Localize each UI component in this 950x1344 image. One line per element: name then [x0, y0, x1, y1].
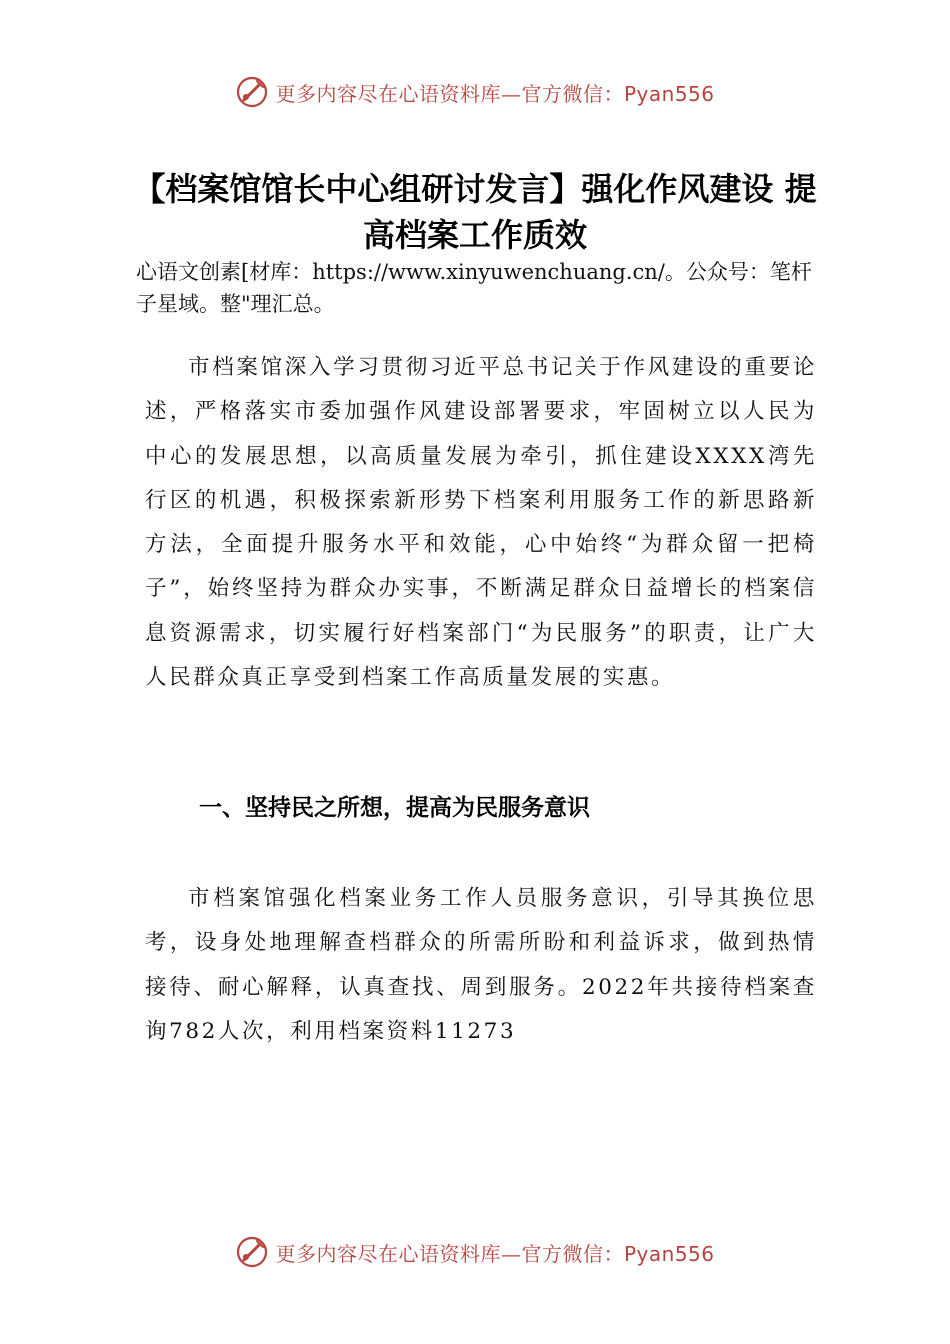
banner-text: 更多内容尽在心语资料库—官方微信：Pyan556: [275, 81, 715, 106]
banner-text: 更多内容尽在心语资料库—官方微信：Pyan556: [275, 1241, 715, 1266]
footer-banner: [0, 1232, 950, 1272]
document-title: 【档案馆馆长中心组研讨发言】强化作风建设 提高档案工作质效: [133, 170, 817, 254]
header-banner: [0, 72, 950, 112]
pen-logo-icon: [235, 75, 269, 109]
body-paragraph: 市档案馆强化档案业务工作人员服务意识，引导其换位思考，设身处地理解查档群众的所需所盼和利益诉求，做到热情接待、耐心解释，认真查找、周到服务。2022年共接待档案查询782人次，利用档案资料11273: [145, 886, 817, 1044]
pen-logo-icon: [235, 1235, 269, 1269]
source-note: 心语文创素[材库：https://www.xinyuwenchuang.cn/。公众号：笔杆子星域。整"理汇总。: [136, 260, 812, 316]
section-heading: 一、坚持民之所想，提高为民服务意识: [199, 795, 590, 821]
body-paragraph: 市档案馆深入学习贯彻习近平总书记关于作风建设的重要论述，严格落实市委加强作风建设部署要求，牢固树立以人民为中心的发展思想，以高质量发展为牵引，抓住建设XXXX湾先行区的机遇，积极探索新形势下档案利用服务工作的新思路新方法，全面提升服务水平和效能，心中始终“为群众留一把椅子”，始终坚持为群众办实事，不断满足群众日益增长的档案信息资源需求，切实履行好档案部门“为民服务”的职责，让广大人民群众真正享受到档案工作高质量发展的实惠。: [145, 355, 817, 691]
